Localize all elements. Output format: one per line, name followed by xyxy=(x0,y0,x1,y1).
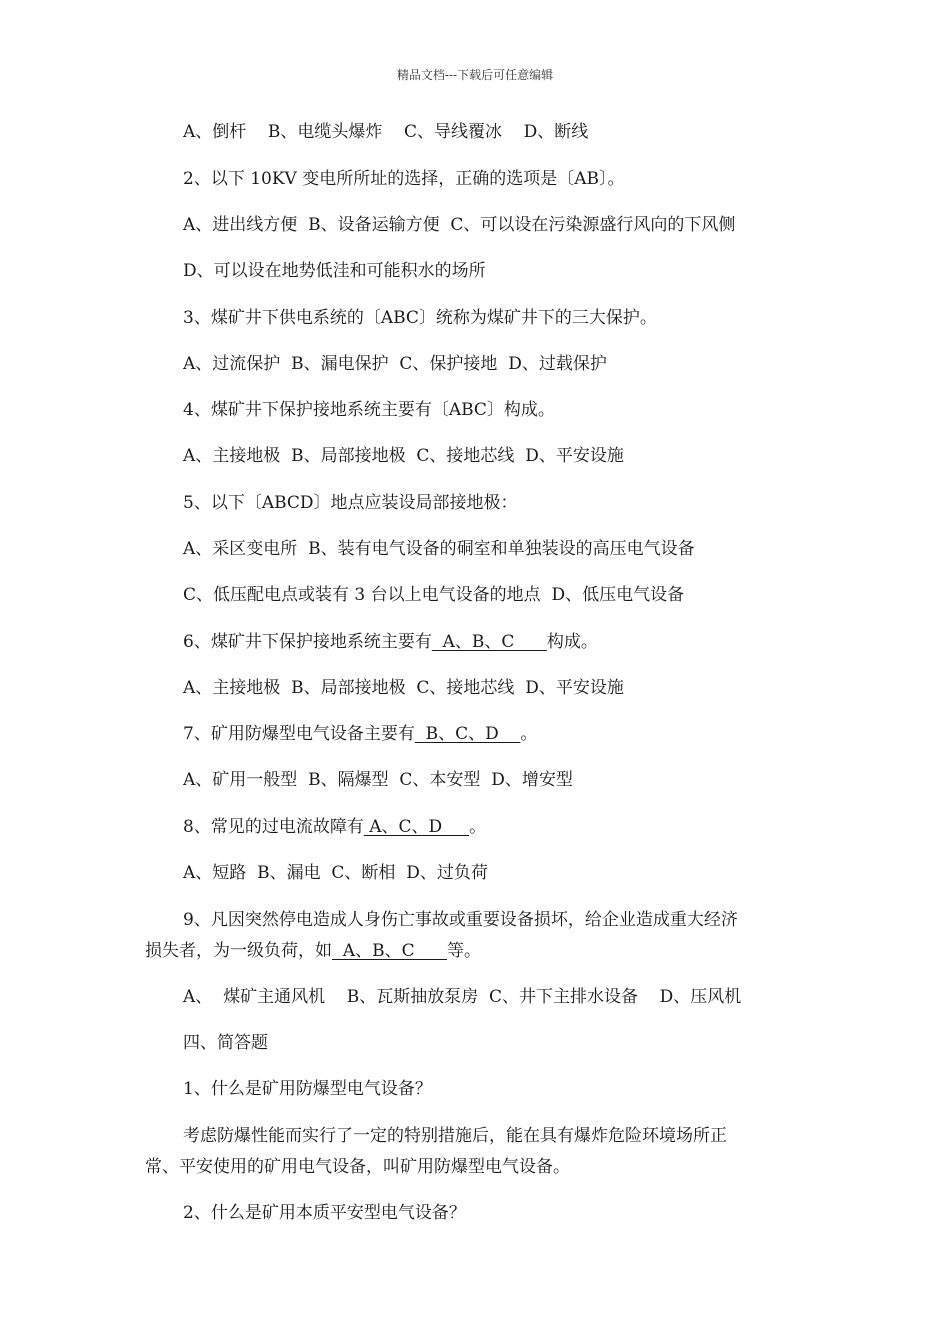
q8-text: 8、常见的过电流故障有 xyxy=(183,817,364,837)
q8-text-end: 。 xyxy=(469,817,487,837)
question-9-line2 xyxy=(145,940,481,962)
q9-answer: A、B、C xyxy=(332,941,448,961)
short-answer-1: 1、什么是矿用防爆型电气设备？ xyxy=(183,1079,432,1099)
answer-1-line2: 常、平安使用的矿用电气设备，叫矿用防爆型电气设备。 xyxy=(145,1157,570,1177)
section-heading: 四、简答题 xyxy=(183,1033,268,1053)
question-4: 4、煤矿井下保护接地系统主要有〔ABC〕构成。 xyxy=(183,400,555,420)
short-answer-2: 2、什么是矿用本质平安型电气设备？ xyxy=(183,1203,466,1223)
answer-1-line1: 考虑防爆性能而实行了一定的特别措施后，能在具有爆炸危险环境场所正 xyxy=(183,1126,727,1146)
page-header: 精品文档---下载后可任意编辑 xyxy=(396,68,554,82)
q7-text: 7、矿用防爆型电气设备主要有 xyxy=(183,724,415,744)
q5-options-cd: C、低压配电点或装有 3 台以上电气设备的地点 D、低压电气设备 xyxy=(183,585,685,605)
question-3: 3、煤矿井下供电系统的〔ABC〕统称为煤矿井下的三大保护。 xyxy=(183,308,657,328)
question-9-line1: 9、凡因突然停电造成人身伤亡事故或重要设备损坏，给企业造成重大经济 xyxy=(183,910,738,930)
q1-options: A、倒杆 B、电缆头爆炸 C、导线覆冰 D、断线 xyxy=(183,122,589,142)
q8-answer: A、C、D xyxy=(363,817,470,837)
q9-text: 损失者，为一级负荷，如 xyxy=(145,941,332,961)
question-2: 2、以下 10KV 变电所所址的选择，正确的选项是〔AB〕。 xyxy=(183,169,625,189)
q9-text-end: 等。 xyxy=(447,941,482,961)
q2-options-abc: A、进出线方便 B、设备运输方便 C、可以设在污染源盛行风向的下风侧 xyxy=(183,215,736,235)
q7-answer: B、C、D xyxy=(414,724,521,744)
question-5: 5、以下〔ABCD〕地点应装设局部接地极： xyxy=(183,493,518,513)
q7-text-end: 。 xyxy=(520,724,538,744)
question-6 xyxy=(183,631,598,653)
q2-option-d: D、可以设在地势低洼和可能积水的场所 xyxy=(183,261,486,281)
q7-options: A、矿用一般型 B、隔爆型 C、本安型 D、增安型 xyxy=(183,770,573,790)
q6-text: 6、煤矿井下保护接地系统主要有 xyxy=(183,632,432,652)
question-7 xyxy=(183,723,537,745)
q8-options: A、短路 B、漏电 C、断相 D、过负荷 xyxy=(183,863,488,883)
q4-options: A、主接地极 B、局部接地极 C、接地芯线 D、平安设施 xyxy=(183,446,624,466)
q6-options: A、主接地极 B、局部接地极 C、接地芯线 D、平安设施 xyxy=(183,678,624,698)
q3-options: A、过流保护 B、漏电保护 C、保护接地 D、过载保护 xyxy=(183,354,607,374)
q5-options-ab: A、采区变电所 B、装有电气设备的硐室和单独装设的高压电气设备 xyxy=(183,539,695,559)
question-8 xyxy=(183,816,486,838)
q9-options: A、 煤矿主通风机 B、瓦斯抽放泵房 C、井下主排水设备 D、压风机 xyxy=(183,987,742,1007)
q6-text-end: 构成。 xyxy=(546,632,598,652)
q6-answer: A、B、C xyxy=(431,632,547,652)
